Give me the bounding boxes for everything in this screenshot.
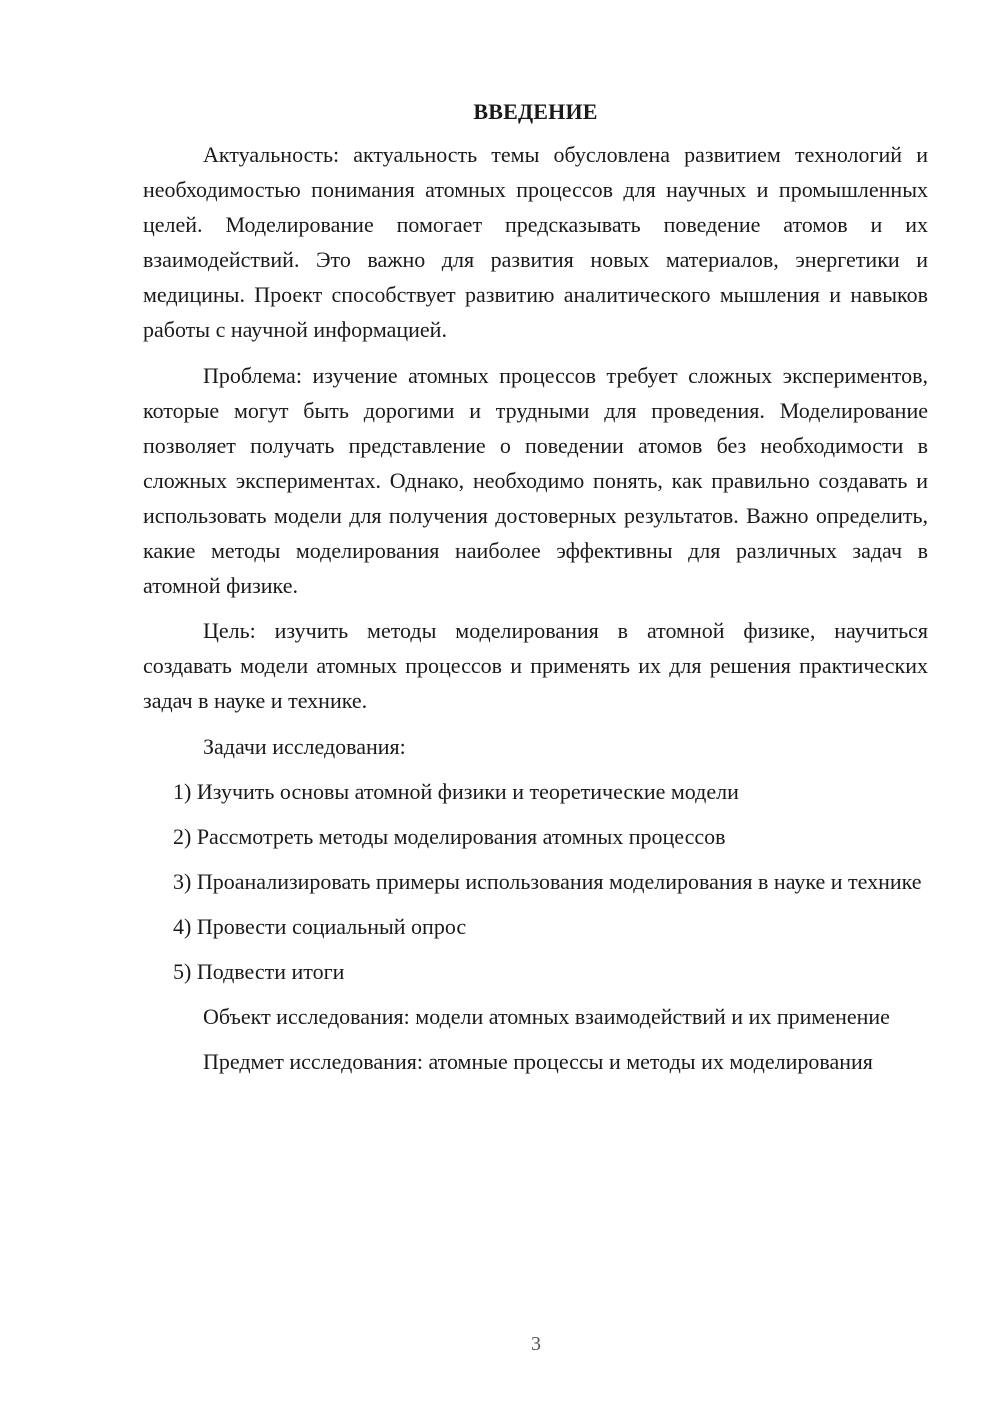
task-item-5: 5) Подвести итоги [173, 958, 345, 984]
goal-paragraph: Цель: изучить методы моделирования в атомной физике, научиться создавать модели атомных процессов и применять их для решения практических задач в науке и технике. [143, 618, 928, 714]
section-title: ВВЕДЕНИЕ [473, 99, 598, 124]
page-content [143, 94, 928, 1091]
task-item-4: 4) Провести социальный опрос [173, 913, 467, 939]
problem-paragraph: Проблема: изучение атомных процессов требует сложных экспериментов, которые могут быть дорогими и трудными для проведения. Моделирование позволяет получать представление о поведении атомов без необходимости в сложных экспериментах. Однако, необходимо понять, как правильно создавать и использовать модели для получения достоверных результатов. Важно определить, какие методы моделирования наиболее эффективны для различных задач в атомной физике. [143, 362, 928, 599]
subject-paragraph: Предмет исследования: атомные процессы и методы их моделирования [203, 1049, 873, 1075]
task-item-2: 2) Рассмотреть методы моделирования атомных процессов [173, 823, 726, 849]
relevance-paragraph: Актуальность: актуальность темы обусловлена развитием технологий и необходимостью понимания атомных процессов для научных и промышленных целей. Моделирование помогает предсказывать поведение атомов и их взаимодействий. Это важно для развития новых материалов, энергетики и медицины. Проект способствует развитию аналитического мышления и навыков работы с научной информацией. [143, 142, 928, 343]
task-item-3: 3) Проанализировать примеры использования моделирования в науке и технике [173, 868, 922, 894]
object-paragraph: Объект исследования: модели атомных взаимодействий и их применение [203, 1004, 890, 1030]
task-item-1: 1) Изучить основы атомной физики и теоретические модели [173, 778, 739, 804]
page-number: 3 [531, 1333, 541, 1355]
tasks-heading: Задачи исследования: [203, 733, 406, 759]
